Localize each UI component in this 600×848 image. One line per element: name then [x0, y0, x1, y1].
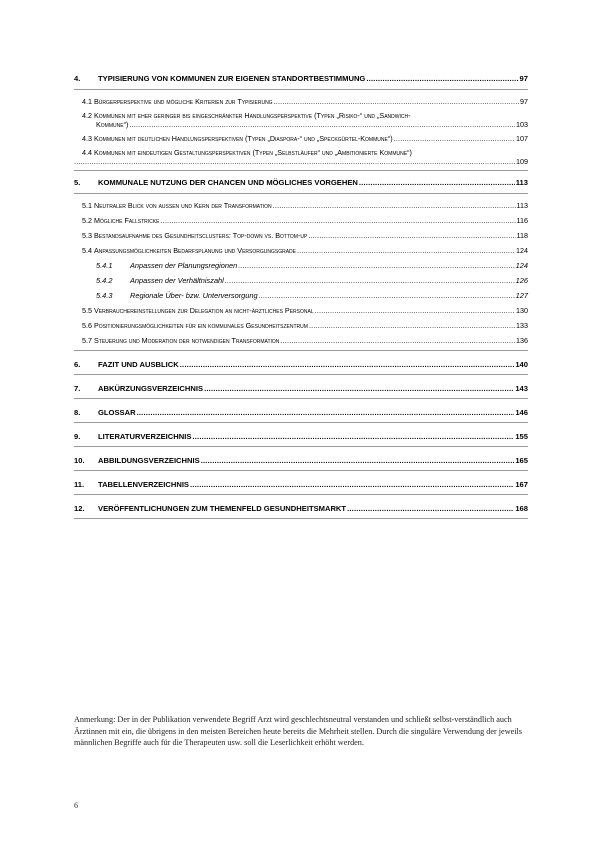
toc-title: GLOSSAR	[98, 408, 136, 417]
toc-number: 6.	[74, 360, 81, 369]
toc-title: Positionierungsmöglichkeiten für ein kommunales Gesundheitszentrum	[94, 321, 308, 330]
toc-chapter-12[interactable]	[74, 504, 528, 513]
toc-title: TYPISIERUNG VON KOMMUNEN ZUR EIGENEN STANDORTBESTIMMUNG	[98, 74, 366, 83]
toc-leader	[359, 178, 515, 187]
toc-leader	[259, 291, 515, 300]
toc-page: 127	[515, 291, 528, 300]
toc-number: 8.	[74, 408, 81, 417]
toc-page: 126	[515, 276, 528, 285]
toc-section-5-1[interactable]	[74, 201, 528, 210]
toc-page: 143	[515, 384, 528, 393]
toc-section-5-6[interactable]	[74, 321, 528, 330]
toc-divider	[74, 494, 528, 495]
toc-page: 97	[519, 74, 528, 83]
toc-title: Steuerung und Moderation der notwendigen Transformation	[94, 336, 280, 345]
toc-page: 116	[516, 216, 528, 225]
toc-leader	[74, 157, 515, 166]
toc-page: 109	[516, 157, 528, 166]
toc-leader	[137, 408, 515, 417]
toc-page: 168	[515, 504, 528, 513]
toc-leader	[394, 134, 515, 143]
toc-number: 5.	[74, 178, 81, 187]
toc-divider	[74, 422, 528, 423]
toc-page: 130	[516, 306, 528, 315]
toc-title: KOMMUNALE NUTZUNG DER CHANCEN UND MÖGLICHES VORGEHEN	[98, 178, 358, 187]
toc-title: ABKÜRZUNGSVERZEICHNIS	[98, 384, 204, 393]
toc-title: Anpassungsmöglichkeiten Bedarfsplanung und Versorgungsgrade	[94, 246, 296, 255]
toc-chapter-10[interactable]	[74, 456, 528, 465]
toc-chapter-11[interactable]	[74, 480, 528, 489]
toc-title: Anpassen der Planungsregionen	[130, 261, 238, 270]
toc-number: 7.	[74, 384, 81, 393]
toc-section-5-2[interactable]	[74, 216, 528, 225]
toc-divider	[74, 446, 528, 447]
toc-section-5-4[interactable]	[74, 246, 528, 255]
toc-page: 146	[515, 408, 528, 417]
toc-divider	[74, 350, 528, 351]
toc-title: Neutraler Blick von außen und Kern der Transformation	[94, 201, 272, 210]
toc-page: 165	[515, 456, 528, 465]
toc-divider	[74, 89, 528, 90]
toc-chapter-9[interactable]	[74, 432, 528, 441]
toc-leader	[129, 120, 515, 129]
toc-number: 12.	[74, 504, 85, 513]
table-of-contents	[74, 74, 528, 519]
toc-leader	[192, 432, 514, 441]
toc-chapter-5[interactable]	[74, 178, 528, 187]
toc-page: 118	[516, 231, 528, 240]
toc-number: 10.	[74, 456, 85, 465]
toc-title: Kommunen mit eindeutigen Gestaltungsperspektiven (Typen „Selbstläufer“ und „Ambitionierte Kommune“)	[94, 148, 412, 157]
toc-number: 4.	[74, 74, 81, 83]
toc-leader	[273, 201, 516, 210]
toc-leader	[190, 480, 514, 489]
toc-number: 5.4	[82, 246, 92, 255]
toc-divider	[74, 170, 528, 171]
toc-number: 5.3	[82, 231, 92, 240]
toc-section-4-3[interactable]	[74, 134, 528, 143]
toc-page: 167	[515, 480, 528, 489]
toc-page: 113	[515, 178, 528, 187]
toc-page: 133	[516, 321, 528, 330]
page-number: 6	[74, 801, 78, 810]
toc-section-5-7[interactable]	[74, 336, 528, 345]
toc-leader	[347, 504, 514, 513]
toc-subsection-5-4-1[interactable]	[74, 261, 528, 270]
toc-number: 9.	[74, 432, 81, 441]
toc-divider	[74, 470, 528, 471]
toc-page: 124	[516, 246, 528, 255]
toc-divider	[74, 398, 528, 399]
toc-number: 5.4.1	[96, 261, 113, 270]
toc-number: 5.2	[82, 216, 92, 225]
toc-section-4-4[interactable]	[74, 148, 528, 166]
toc-number: 5.1	[82, 201, 92, 210]
toc-leader	[238, 261, 514, 270]
toc-title: Regionale Über- bzw. Unterversorgung	[130, 291, 258, 300]
toc-title: Verbrauchereinstellungen zur Delegation an nicht-ärztliches Personal	[94, 306, 314, 315]
toc-section-5-5[interactable]	[74, 306, 528, 315]
toc-title-line-2: Kommune“)	[96, 120, 129, 129]
toc-title: Kommunen mit deutlichen Handlungsperspektiven (Typen „Diaspora-“ und „Speckgürtel-Kommune“)	[94, 134, 393, 143]
toc-title: Bestandsaufnahme des Gesundheitsclusters: Top-down vs. Bottom-up	[94, 231, 308, 240]
toc-number: 5.4.3	[96, 291, 113, 300]
toc-title: VERÖFFENTLICHUNGEN ZUM THEMENFELD GESUNDHEITSMARKT	[98, 504, 347, 513]
gender-note: Anmerkung: Der in der Publikation verwendete Begriff Arzt wird geschlechtsneutral verstanden und schließt selbst-verständlich auch Ärztinnen mit ein, die übrigens in den meisten Bereichen heute bereits die Mehrheit stellen. Durch die singuläre Verwendung der jeweils männlichen Begriffe auch für die Therapeuten usw. soll die Leserlichkeit erhöht werden.	[74, 715, 522, 748]
toc-page: 113	[516, 201, 528, 210]
toc-title: Mögliche Fallstricke	[94, 216, 160, 225]
toc-title: ABBILDUNGSVERZEICHNIS	[98, 456, 200, 465]
toc-section-4-2[interactable]	[74, 111, 528, 129]
toc-chapter-8[interactable]	[74, 408, 528, 417]
toc-number: 4.2	[82, 111, 92, 120]
toc-chapter-6[interactable]	[74, 360, 528, 369]
toc-leader	[366, 74, 518, 83]
toc-leader	[309, 321, 515, 330]
toc-page: 103	[516, 120, 528, 129]
toc-page: 97	[520, 97, 528, 106]
toc-divider	[74, 374, 528, 375]
toc-number: 11.	[74, 480, 85, 489]
toc-number: 5.4.2	[96, 276, 113, 285]
toc-page: 124	[515, 261, 528, 270]
toc-page: 107	[516, 134, 528, 143]
toc-chapter-7[interactable]	[74, 384, 528, 393]
toc-title-line-1: Kommunen mit eher geringer bis eingeschränkter Handlungsperspektive (Typen „Risiko-“ und „Sandwich-	[94, 111, 411, 120]
toc-leader	[274, 97, 519, 106]
toc-title: Bürgerperspektive und mögliche Kriterien zur Typisierung	[94, 97, 273, 106]
toc-page: 140	[515, 360, 528, 369]
toc-page: 136	[516, 336, 528, 345]
toc-leader	[225, 276, 515, 285]
toc-page: 155	[515, 432, 528, 441]
toc-number: 5.6	[82, 321, 92, 330]
toc-leader	[180, 360, 515, 369]
toc-title: Anpassen der Verhältniszahl	[130, 276, 224, 285]
toc-number: 4.3	[82, 134, 92, 143]
toc-leader	[204, 384, 514, 393]
toc-divider	[74, 193, 528, 194]
toc-leader	[308, 231, 515, 240]
toc-section-4-1[interactable]	[74, 97, 528, 106]
toc-subsection-5-4-2[interactable]	[74, 276, 528, 285]
toc-number: 5.7	[82, 336, 92, 345]
toc-leader	[297, 246, 515, 255]
toc-divider	[74, 518, 528, 519]
toc-section-5-3[interactable]	[74, 231, 528, 240]
toc-title: TABELLENVERZEICHNIS	[98, 480, 189, 489]
toc-leader	[201, 456, 515, 465]
toc-subsection-5-4-3[interactable]	[74, 291, 528, 300]
toc-number: 5.5	[82, 306, 92, 315]
toc-leader	[280, 336, 515, 345]
toc-chapter-4[interactable]	[74, 74, 528, 83]
toc-title: LITERATURVERZEICHNIS	[98, 432, 192, 441]
toc-title: FAZIT UND AUSBLICK	[98, 360, 179, 369]
toc-number: 4.1	[82, 97, 92, 106]
toc-number: 4.4	[82, 148, 92, 157]
toc-leader	[160, 216, 515, 225]
toc-leader	[315, 306, 515, 315]
